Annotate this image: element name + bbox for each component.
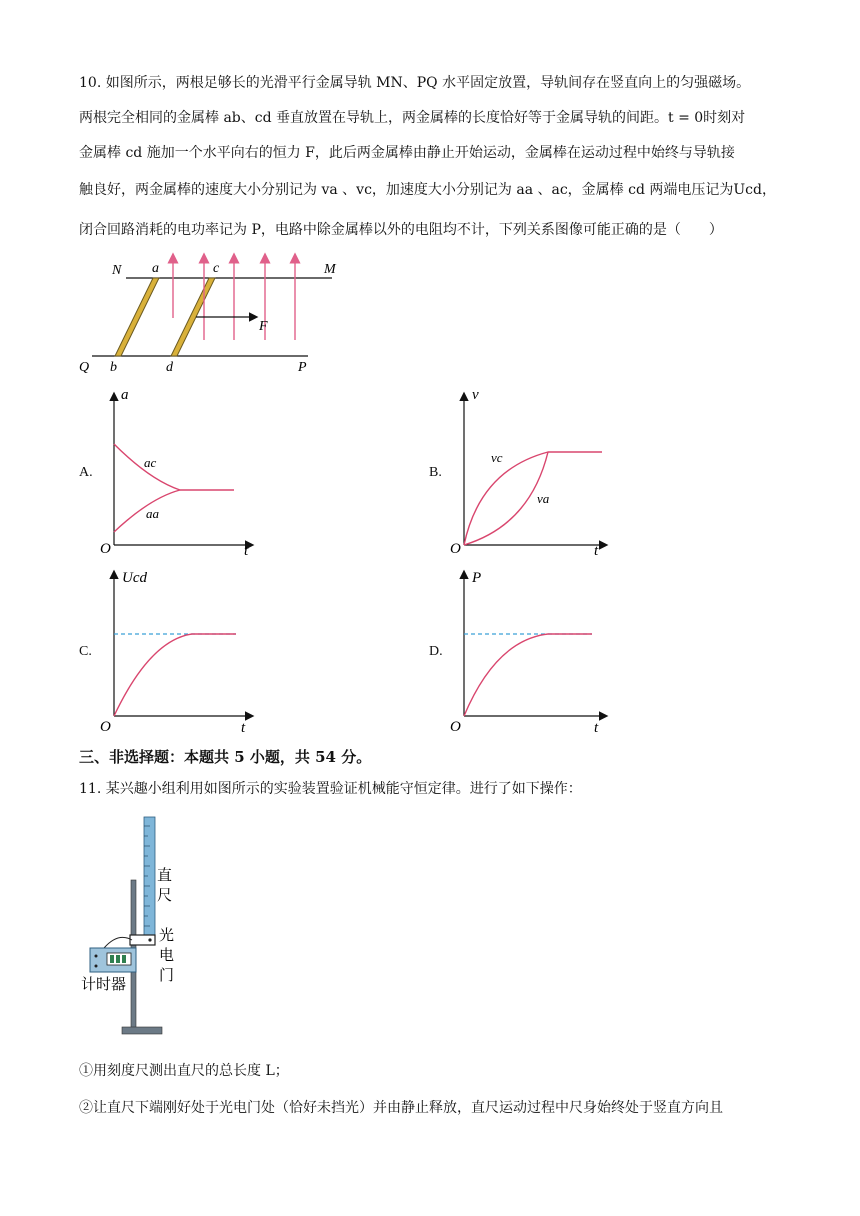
label-Q: Q	[79, 360, 90, 375]
q11-intro: 11. 某兴趣小组利用如图所示的实验装置验证机械能守恒定律。进行了如下操作：	[79, 781, 582, 797]
label-ruler-1: 直	[157, 866, 173, 884]
graph-b-origin: O	[450, 541, 461, 557]
graph-c-yaxis: Ucd	[122, 570, 147, 586]
option-c-letter: C.	[79, 644, 92, 659]
option-b-letter: B.	[429, 465, 442, 480]
q10-line-1: 10. 如图所示，两根足够长的光滑平行金属导轨 MN、PQ 水平固定放置，导轨间存在竖直向上的匀强磁场。	[79, 75, 751, 91]
label-M: M	[324, 262, 336, 277]
section-heading: 三、非选择题：本题共 5 小题，共 54 分。	[79, 748, 372, 766]
graph-d-xaxis: t	[594, 720, 599, 736]
option-a-letter: A.	[79, 465, 93, 480]
graph-a-xaxis: t	[244, 543, 249, 559]
label-timer: 计时器	[81, 975, 127, 993]
q11-step2: ②让直尺下端刚好处于光电门处（恰好未挡光）并由静止释放，直尺运动过程中尺身始终处于竖直方向且	[79, 1100, 723, 1116]
label-gate-3: 门	[159, 966, 175, 984]
label-a: a	[152, 261, 159, 276]
graph-a-origin: O	[100, 541, 111, 557]
graph-b-curve2: va	[537, 491, 550, 506]
label-b: b	[110, 360, 117, 375]
option-d-letter: D.	[429, 644, 443, 659]
label-gate-2: 电	[159, 946, 175, 964]
q10-line-2: 两根完全相同的金属棒 ab、cd 垂直放置在导轨上，两金属棒的长度恰好等于金属导轨的间距。t = 0时刻对	[79, 110, 746, 126]
label-gate-1: 光	[159, 926, 175, 944]
label-ruler-2: 尺	[157, 886, 173, 904]
graph-b-xaxis: t	[594, 543, 599, 559]
label-d: d	[166, 360, 173, 375]
label-N: N	[112, 263, 122, 278]
label-P: P	[298, 360, 307, 375]
q10-line-5: 闭合回路消耗的电功率记为 P，电路中除金属棒以外的电阻均不计，下列关系图像可能正确的是（ ）	[79, 222, 723, 238]
graph-a-yaxis: a	[121, 387, 129, 403]
graph-d-yaxis: P	[472, 570, 482, 586]
graph-b-curve1: vc	[491, 450, 503, 465]
q10-line-4: 触良好，两金属棒的速度大小分别记为 va 、vc，加速度大小分别记为 aa 、ac，金属棒 cd 两端电压记为Ucd，	[79, 182, 776, 198]
graph-d-origin: O	[450, 719, 461, 735]
q10-line-3: 金属棒 cd 施加一个水平向右的恒力 F，此后两金属棒由静止开始运动，金属棒在运动过程中始终与导轨接	[79, 145, 735, 161]
graph-a-curve1: ac	[144, 455, 157, 470]
graph-b-yaxis: v	[472, 387, 479, 403]
label-c: c	[213, 261, 220, 276]
q11-step1: ①用刻度尺测出直尺的总长度 L；	[79, 1063, 289, 1079]
graph-c-origin: O	[100, 719, 111, 735]
graph-a-curve2: aa	[146, 506, 159, 521]
label-F: F	[259, 319, 268, 334]
graph-c-xaxis: t	[241, 720, 246, 736]
